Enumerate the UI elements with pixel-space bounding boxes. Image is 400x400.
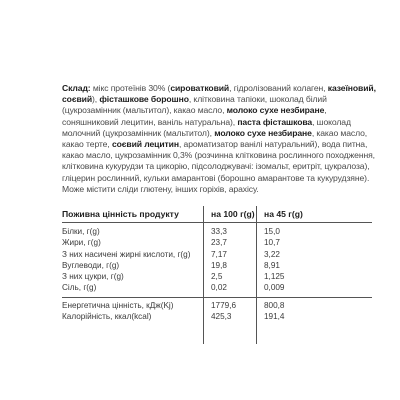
- ingredient-bold-segment: фісташкове борошно: [99, 94, 189, 105]
- row-per-100g: 1779,6: [211, 300, 237, 310]
- row-per-100g: 19,8: [211, 260, 227, 270]
- nutrition-header: [62, 206, 372, 223]
- ingredient-segment: , клітковина тапіоки, шоколад білий (цукрозамінник (мальтитол), какао масло,: [62, 94, 327, 116]
- table-row: [62, 249, 372, 260]
- row-per-45g: 1,125: [264, 272, 285, 282]
- row-per-45g: 191,4: [264, 312, 285, 322]
- row-label: З них насичені жирні кислоти, г(g): [62, 249, 191, 259]
- row-per-45g: 10,7: [264, 238, 280, 248]
- ingredient-segment: , шоколад молочний (цукрозамінник (мальтитол),: [62, 116, 351, 138]
- table-row: [62, 260, 372, 271]
- row-per-100g: 0,02: [211, 283, 227, 293]
- ingredient-bold-segment: сироватковий: [170, 83, 230, 93]
- row-label: Жири, г(g): [62, 238, 101, 248]
- row-per-100g: 33,3: [211, 227, 227, 236]
- row-per-100g: 23,7: [211, 238, 227, 248]
- table-row: [62, 300, 372, 311]
- row-label: Вуглеводи, г(g): [62, 260, 120, 270]
- header-per-45g: на 45 г(g): [264, 209, 303, 219]
- ingredient-bold-segment: соєвий лецитин: [111, 139, 179, 150]
- header-per-100g: на 100 г(g): [211, 209, 255, 219]
- ingredient-segment: мікс протеїнів 30% (: [92, 83, 171, 93]
- row-per-45g: 8,91: [264, 260, 280, 270]
- row-label: З них цукри, г(g): [62, 272, 124, 282]
- ingredient-segment: , гідролізований колаген,: [229, 83, 328, 93]
- ingredient-bold-segment: молоко сухе незбиране: [214, 127, 312, 138]
- row-label: Калорійність, ккал(kcal): [62, 312, 152, 322]
- row-per-45g: 800,8: [264, 300, 285, 310]
- ingredient-bold-segment: паста фісташкова: [237, 116, 313, 127]
- row-label: Сіль, г(g): [62, 283, 97, 293]
- row-per-100g: 2,5: [211, 272, 223, 282]
- ingredient-segment: , какао масло, какао терте,: [62, 127, 368, 150]
- table-row: [62, 311, 372, 322]
- row-per-100g: 425,3: [211, 312, 232, 322]
- row-per-100g: 7,17: [211, 249, 227, 259]
- row-per-45g: 0,009: [264, 283, 285, 293]
- energy-body: [62, 298, 372, 323]
- row-per-45g: 15,0: [264, 227, 280, 236]
- column-divider: [203, 206, 204, 344]
- ingredient-segment: ),: [92, 94, 100, 105]
- header-label: Поживна цінність продукту: [62, 209, 179, 219]
- nutrition-table: [62, 206, 372, 322]
- row-per-45g: 3,22: [264, 249, 280, 259]
- ingredient-bold-segment: Склад:: [62, 83, 93, 93]
- column-divider: [256, 206, 257, 344]
- ingredient-segment: , ароматизатор ванілі натуральний), вода питна, какао масло, цукрозамінник 0,3% (розчинна клітковина рослинного походження, клітковина кукурудзи та цикорію, підсолоджувачі: ізомальт, еритріт, цукралоза), гліцерин рослинний, кульки амарантові (борошно амарантове та кукурудзяне). Може містити сліди глютену, інших горіхів, арахісу.: [62, 139, 375, 194]
- table-row: [62, 237, 372, 248]
- row-label: Енергетична цінність, кДж(Kj): [62, 300, 174, 310]
- ingredient-bold-segment: молоко сухе незбиране: [226, 105, 325, 116]
- ingredients-text: [62, 83, 377, 195]
- ingredient-segment: , соняшниковий лецитин, ваніль натуральна),: [62, 105, 327, 127]
- table-row: [62, 226, 372, 237]
- row-label: Білки, г(g): [62, 227, 100, 236]
- table-row: [62, 271, 372, 282]
- ingredient-bold-segment: казеїновий, соєвий: [62, 83, 376, 105]
- table-row: [62, 282, 372, 293]
- nutrition-body: [62, 223, 372, 298]
